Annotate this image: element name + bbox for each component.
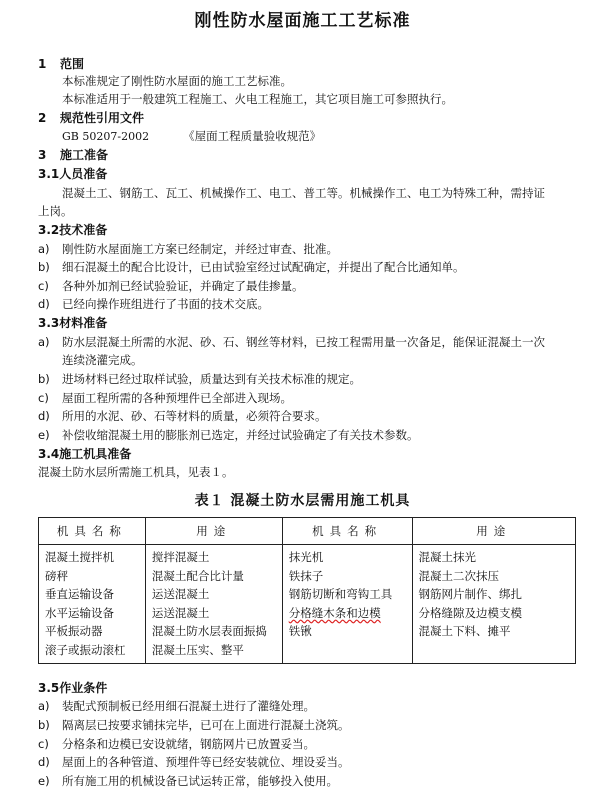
list-item: d) 已经向操作班组进行了书面的技术交底。 (38, 297, 269, 311)
list-item: c) 屋面工程所需的各种预埋件已全部进入现场。 (38, 391, 292, 405)
section-1-title: 范围 (60, 57, 85, 71)
table-caption: 表１ 混凝土防水层需用施工机具 (194, 493, 411, 509)
section-3-1-paragraph: 混凝土工、钢筋工、瓦工、机械操作工、电工、普工等。机械操作工、电工为特殊工种，需持证 (62, 186, 545, 200)
standard-title: 《屋面工程质量验收规范》 (183, 129, 322, 143)
column-header: 用途 (412, 518, 575, 545)
list-item: d) 所用的水泥、砂、石等材料的质量，必须符合要求。 (38, 409, 327, 423)
list-item: c) 分格条和边模已安设就绪，钢筋网片已放置妥当。 (38, 737, 315, 751)
equipment-name-cell: 混凝土搅拌机 磅秤 垂直运输设备 水平运输设备 平板振动器 滚子或振动滚杠 (39, 545, 146, 664)
list-item: e) 所有施工用的机械设备已试运转正常，能够投入使用。 (38, 774, 338, 788)
section-3-1-paragraph-cont: 上岗。 (38, 204, 73, 218)
table-row (39, 545, 576, 664)
section-3-5-heading: 3.5作业条件 (38, 681, 108, 695)
list-item: a) 装配式预制板已经用细石混凝土进行了灌缝处理。 (38, 699, 315, 713)
equipment-use-cell: 搅拌混凝土 混凝土配合比计量 运送混凝土 运送混凝土 混凝土防水层表面振捣 混凝土压实、整平 (145, 545, 282, 664)
section-3-4-heading: 3.4施工机具准备 (38, 447, 132, 461)
list-item: a) 刚性防水屋面施工方案已经制定，并经过审查、批准。 (38, 242, 338, 256)
section-3-4-paragraph: 混凝土防水层所需施工机具，见表１。 (38, 465, 234, 479)
list-item: e) 补偿收缩混凝土用的膨胀剂已选定，并经过试验确定了有关技术参数。 (38, 428, 419, 442)
standard-code: GB 50207-2002 (62, 130, 150, 143)
section-1-heading (38, 56, 84, 72)
section-3-2-heading: 3.2技术准备 (38, 223, 108, 237)
section-1-paragraph-2: 本标准适用于一般建筑工程施工、火电工程施工，其它项目施工可参照执行。 (62, 92, 453, 106)
list-item: c) 各种外加剂已经试验验证，并确定了最佳掺量。 (38, 279, 304, 293)
table-header-row (39, 518, 576, 545)
reference-standard (62, 128, 321, 145)
list-item: b) 细石混凝土的配合比设计，已由试验室经过试配确定，并提出了配合比通知单。 (38, 260, 465, 274)
section-3-title: 施工准备 (60, 148, 109, 162)
section-1-paragraph-1: 本标准规定了刚性防水屋面的施工工艺标准。 (62, 74, 292, 88)
section-3-3-heading: 3.3材料准备 (38, 316, 108, 330)
section-3-1-heading: 3.1人员准备 (38, 167, 108, 181)
section-2-heading (38, 110, 144, 126)
list-item: d) 屋面上的各种管道、预埋件等已经安装就位、埋设妥当。 (38, 755, 350, 769)
section-1-number: 1 (38, 57, 47, 71)
equipment-use-cell: 混凝土抹光 混凝土二次抹压 钢筋网片制作、绑扎 分格缝隙及边模支模 混凝土下料、摊平 (412, 545, 575, 664)
document-title: 刚性防水屋面施工工艺标准 (194, 11, 411, 31)
column-header: 机具名称 (282, 518, 412, 545)
equipment-name-cell: 抹光机 铁抹子 钢筋切断和弯钩工具 分格缝木条和边模 铁锹 (282, 545, 412, 664)
section-2-number: 2 (38, 111, 47, 125)
column-header: 机具名称 (39, 518, 146, 545)
column-header: 用途 (145, 518, 282, 545)
list-item: b) 进场材料已经过取样试验，质量达到有关技术标准的规定。 (38, 372, 361, 386)
equipment-table (38, 517, 576, 664)
section-2-title: 规范性引用文件 (60, 111, 145, 125)
list-item: b) 隔离层已按要求铺抹完毕，已可在上面进行混凝土浇筑。 (38, 718, 350, 732)
list-item-cont: 连续浇灌完成。 (62, 353, 143, 367)
section-3-heading (38, 147, 108, 163)
section-3-number: 3 (38, 148, 47, 162)
list-item: a) 防水层混凝土所需的水泥、砂、石、钢丝等材料，已按工程需用量一次备足，能保证混凝土一次 (38, 335, 545, 349)
